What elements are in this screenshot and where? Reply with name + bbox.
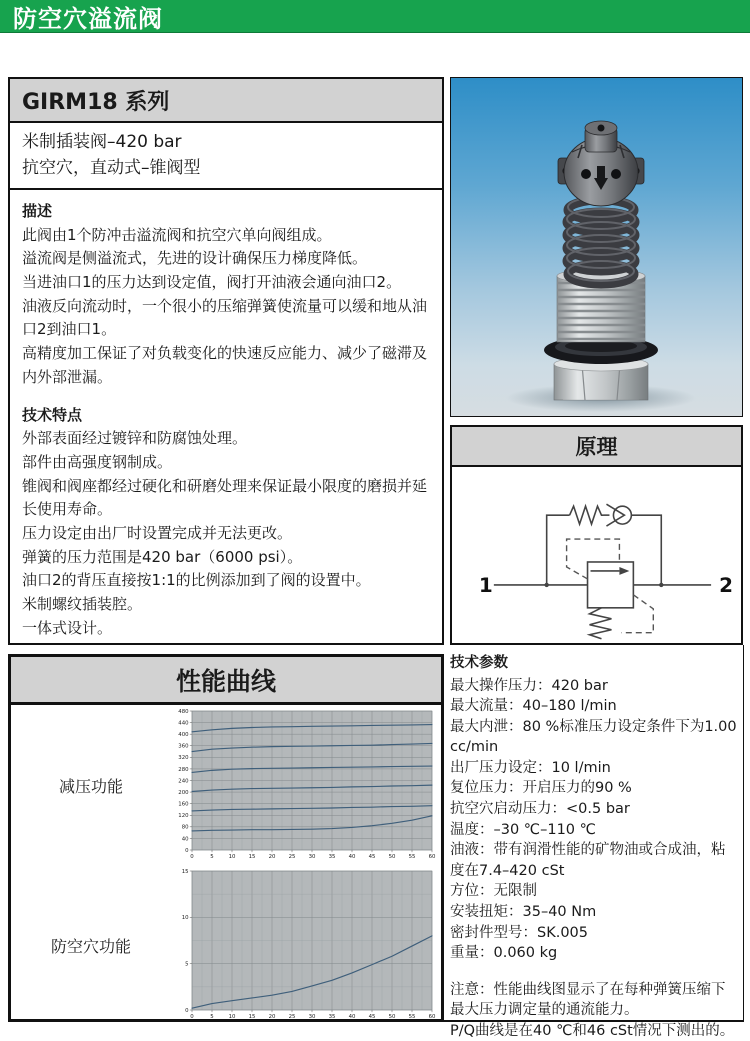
svg-text:40: 40 — [348, 1014, 356, 1020]
svg-text:40: 40 — [181, 836, 189, 843]
page-header — [0, 0, 750, 33]
series-title: GIRM18 系列 — [10, 79, 442, 123]
spec-item: 温度：–30 ℃–110 ℃ — [450, 821, 596, 838]
spec-item: 最大内泄：80 %标准压力设定条件下为1.00 cc/min — [450, 718, 737, 756]
svg-text:280: 280 — [178, 766, 189, 773]
svg-text:5: 5 — [210, 1014, 214, 1020]
spec-item: 最大操作压力：420 bar — [450, 677, 608, 694]
features-line: 锥阀和阀座都经过硬化和研磨处理来保证最小限度的磨损并延长使用寿命。 — [22, 476, 428, 519]
features-lines — [22, 427, 430, 640]
svg-text:10: 10 — [228, 854, 236, 860]
svg-text:10: 10 — [228, 1014, 236, 1020]
specs-note-line: 注意：性能曲线图显示了在每种弹簧压缩下最大压力调定量的通流能力。 — [450, 981, 726, 1019]
svg-text:200: 200 — [178, 789, 189, 796]
svg-text:10: 10 — [181, 915, 189, 922]
principle-title: 原理 — [452, 427, 741, 467]
svg-text:45: 45 — [368, 854, 376, 860]
svg-text:240: 240 — [178, 778, 189, 785]
chart-anti-cavitation — [171, 866, 439, 1024]
principle-card — [450, 425, 743, 645]
page-title: 防空穴溢流阀 — [13, 4, 163, 33]
svg-text:480: 480 — [178, 708, 189, 715]
description-block — [22, 200, 430, 390]
series-body — [10, 190, 442, 640]
valve-photo-illustration — [451, 78, 742, 416]
features-line: 压力设定由出厂时设置完成并无法更改。 — [22, 523, 293, 542]
spec-item: 安装扭矩：35–40 Nm — [450, 903, 597, 920]
svg-text:80: 80 — [181, 824, 189, 831]
description-line: 油液反向流动时，一个很小的压缩弹簧使流量可以缓和地从油口2到油口1。 — [22, 296, 428, 339]
spec-item: 重量：0.060 kg — [450, 945, 558, 962]
description-line: 高精度加工保证了对负载变化的快速反应能力、减少了磁滞及内外部泄漏。 — [22, 344, 428, 386]
svg-text:160: 160 — [178, 801, 189, 808]
features-line: 部件由高强度钢制成。 — [22, 452, 173, 471]
svg-text:0: 0 — [185, 1007, 189, 1014]
port-2-label: 2 — [719, 573, 733, 597]
svg-text:45: 45 — [368, 1014, 376, 1020]
spec-item: 最大流量：40–180 l/min — [450, 698, 617, 715]
specs-note-line: P/Q曲线是在40 ℃和46 cSt情况下测出的。 — [450, 1022, 735, 1039]
svg-text:400: 400 — [178, 732, 189, 739]
specs-heading: 技术参数 — [450, 655, 508, 671]
series-card — [8, 77, 444, 645]
svg-text:55: 55 — [408, 1014, 416, 1020]
svg-text:60: 60 — [428, 1014, 436, 1020]
junction-dot-left — [544, 583, 548, 587]
port-1-label: 1 — [478, 573, 493, 597]
description-line: 当进油口1的压力达到设定值，阀打开油液会通向油口2。 — [22, 273, 402, 292]
svg-text:50: 50 — [388, 854, 396, 860]
svg-text:25: 25 — [288, 1014, 296, 1020]
svg-text:15: 15 — [181, 868, 189, 875]
series-subtitle — [10, 123, 442, 190]
features-block — [22, 404, 430, 641]
svg-text:60: 60 — [428, 854, 436, 860]
specs-panel — [444, 645, 744, 1039]
spec-item: 复位压力：开启压力的90 % — [450, 780, 632, 797]
chart-row-anti-cavitation — [11, 865, 441, 1025]
svg-text:35: 35 — [328, 1014, 336, 1020]
features-line: 弹簧的压力范围是420 bar（6000 psi）。 — [22, 547, 303, 566]
specs-note — [450, 980, 739, 1041]
features-line: 米制螺纹插装腔。 — [22, 595, 143, 613]
hydraulic-schematic — [452, 467, 741, 645]
junction-dot-right — [659, 583, 663, 587]
svg-text:50: 50 — [388, 1014, 396, 1020]
svg-text:360: 360 — [178, 743, 189, 750]
chart-label-pressure-relief: 减压功能 — [58, 776, 123, 796]
svg-text:440: 440 — [178, 720, 189, 727]
description-line: 此阀由1个防冲击溢流阀和抗空穴单向阀组成。 — [22, 225, 332, 244]
features-line: 油口2的背压直接按1:1的比例添加到了阀的设置中。 — [22, 571, 371, 590]
chart-pressure-relief — [171, 706, 439, 864]
svg-text:40: 40 — [348, 854, 356, 860]
svg-text:0: 0 — [185, 847, 189, 854]
features-line: 外部表面经过镀锌和防腐蚀处理。 — [22, 429, 248, 448]
performance-title: 性能曲线 — [11, 657, 441, 705]
principle-schematic — [452, 467, 741, 645]
svg-text:20: 20 — [268, 854, 276, 860]
svg-text:30: 30 — [308, 1014, 316, 1020]
svg-text:120: 120 — [178, 813, 189, 820]
svg-text:35: 35 — [328, 854, 336, 860]
svg-text:30: 30 — [308, 854, 316, 860]
spec-item: 密封件型号：SK.005 — [450, 924, 588, 941]
features-line: 一体式设计。 — [22, 618, 113, 637]
svg-text:15: 15 — [248, 1014, 256, 1020]
specs-items — [450, 676, 739, 964]
features-heading: 技术特点 — [22, 405, 83, 424]
svg-text:55: 55 — [408, 854, 416, 860]
chart-label-anti-cavitation: 防空穴功能 — [50, 936, 131, 956]
description-lines — [22, 224, 430, 390]
spec-item: 油液：带有润滑性能的矿物油或合成油，粘度在7.4–420 cSt — [450, 842, 726, 879]
product-photo — [450, 77, 743, 417]
spec-item: 方位：无限制 — [450, 883, 537, 900]
series-subtitle-line: 抗空穴，直动式–锥阀型 — [22, 157, 201, 178]
svg-text:0: 0 — [190, 854, 194, 860]
svg-text:25: 25 — [288, 854, 296, 860]
description-heading: 描述 — [22, 202, 53, 220]
series-subtitle-line: 米制插装阀–420 bar — [22, 132, 182, 152]
svg-text:0: 0 — [190, 1014, 194, 1020]
svg-text:320: 320 — [178, 755, 189, 762]
description-line: 溢流阀是侧溢流式，先进的设计确保压力梯度降低。 — [22, 249, 368, 268]
svg-text:5: 5 — [210, 854, 214, 860]
svg-text:5: 5 — [185, 961, 189, 968]
chart-row-pressure-relief — [11, 705, 441, 865]
performance-card — [8, 654, 444, 1022]
spec-item: 抗空穴启动压力：<0.5 bar — [450, 801, 630, 818]
svg-text:20: 20 — [268, 1014, 276, 1020]
svg-text:15: 15 — [248, 854, 256, 860]
spec-item: 出厂压力设定：10 l/min — [450, 759, 611, 776]
